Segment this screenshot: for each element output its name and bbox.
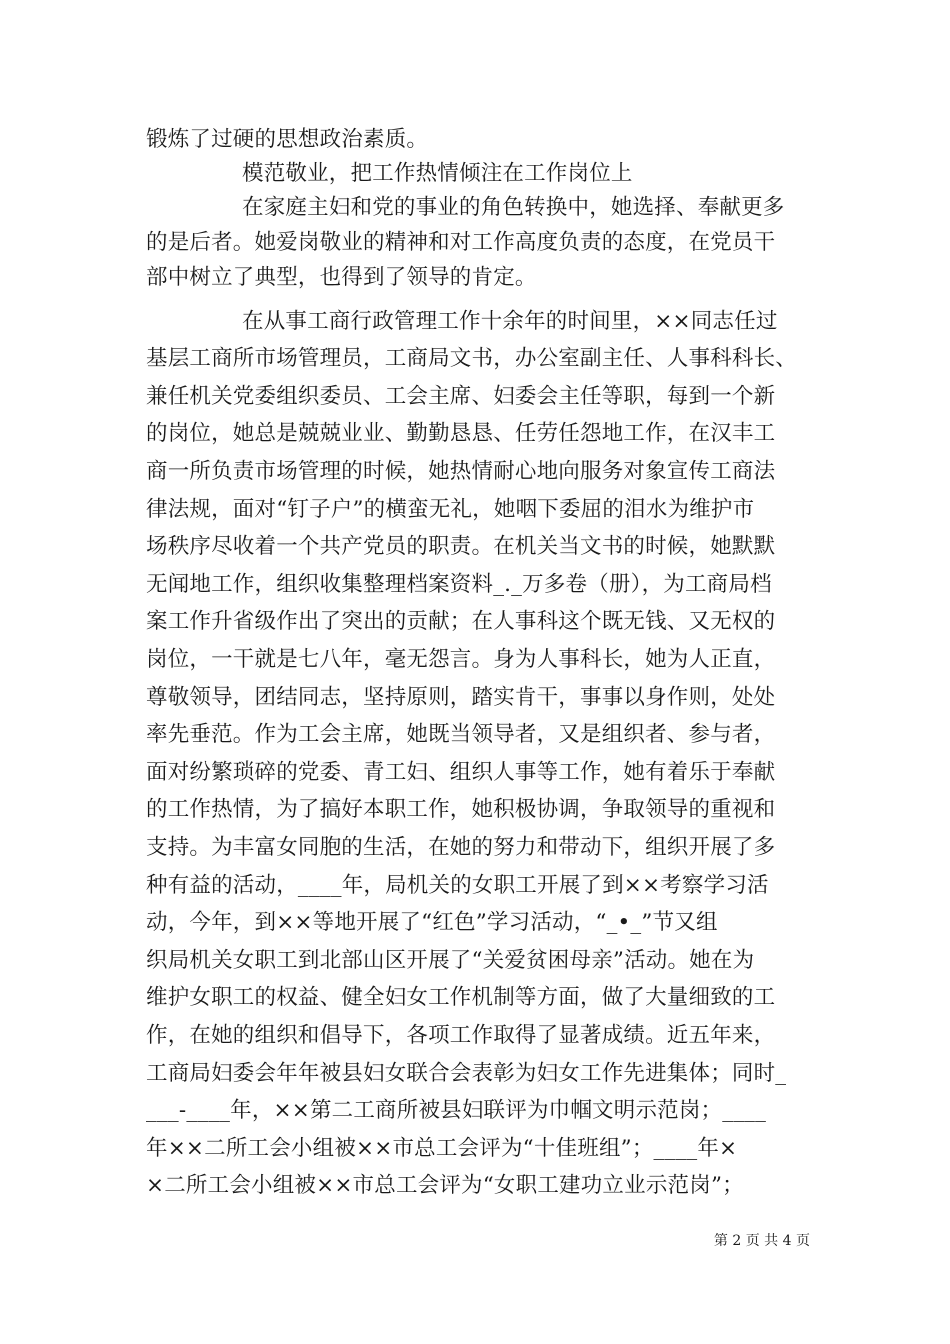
- text-line: 工商局妇委会年年被县妇女联合会表彰为妇女工作先进集体；同时_: [146, 1061, 787, 1086]
- text-line: 面对纷繁琐碎的党委、青工妇、组织人事等工作，她有着乐于奉献: [146, 760, 776, 785]
- text-line: 锻炼了过硬的思想政治素质。: [146, 127, 429, 152]
- text-line: 尊敬领导，团结同志，坚持原则，踏实肯干，事事以身作则，处处: [146, 685, 776, 710]
- text-line: 的岗位，她总是兢兢业业、勤勤恳恳、任劳任怨地工作，在汉丰工: [146, 421, 776, 446]
- text-line: 无闻地工作，组织收集整理档案资料_._万多卷（册），为工商局档: [146, 572, 772, 597]
- text-line: 织局机关女职工到北部山区开展了“关爱贫困母亲”活动。她在为: [146, 948, 755, 973]
- text-line: 案工作升省级作出了突出的贡献；在人事科这个既无钱、又无权的: [146, 609, 776, 634]
- text-line: 维护女职工的权益、健全妇女工作机制等方面，做了大量细致的工: [146, 985, 776, 1010]
- text-line: 率先垂范。作为工会主席，她既当领导者，又是组织者、参与者，: [146, 722, 776, 747]
- text-line: 基层工商所市场管理员，工商局文书，办公室副主任、人事科科长、: [146, 346, 798, 371]
- text-line: 的是后者。她爱岗敬业的精神和对工作高度负责的态度，在党员干: [146, 230, 776, 255]
- text-line: ×二所工会小组被××市总工会评为“女职工建功立业示范岗”；: [146, 1173, 744, 1198]
- text-line: 场秩序尽收着一个共产党员的职责。在机关当文书的时候，她默默: [146, 534, 776, 559]
- text-line: 种有益的活动，____年，局机关的女职工开展了到××考察学习活: [146, 873, 769, 898]
- text-line: 兼任机关党委组织委员、工会主席、妇委会主任等职，每到一个新: [146, 384, 776, 409]
- section-heading: 模范敬业，把工作热情倾注在工作岗位上: [242, 161, 633, 186]
- text-line: ___-____年，××第二工商所被县妇联评为巾帼文明示范岗；____: [146, 1098, 767, 1123]
- text-line: 在从事工商行政管理工作十余年的时间里，××同志任过: [242, 309, 778, 334]
- text-line: 商一所负责市场管理的时候，她热情耐心地向服务对象宣传工商法: [146, 459, 776, 484]
- text-line: 作，在她的组织和倡导下，各项工作取得了显著成绩。近五年来，: [146, 1023, 776, 1048]
- page-number: 第 2 页 共 4 页: [713, 1233, 810, 1249]
- text-line: 部中树立了典型，也得到了领导的肯定。: [146, 265, 537, 290]
- text-line: 支持。为丰富女同胞的生活，在她的努力和带动下，组织开展了多: [146, 835, 776, 860]
- text-line: 岗位，一干就是七八年，毫无怨言。身为人事科长，她为人正直，: [146, 647, 776, 672]
- text-line: 在家庭主妇和党的事业的角色转换中，她选择、奉献更多: [242, 195, 785, 220]
- text-line: 律法规，面对“钉子户”的横蛮无礼，她咽下委屈的泪水为维护市: [146, 497, 755, 522]
- text-line: 年××二所工会小组被××市总工会评为“十佳班组”；____年×: [146, 1136, 738, 1161]
- text-line: 动，今年，到××等地开展了“红色”学习活动，“_•_”节又组: [146, 910, 718, 935]
- text-line: 的工作热情，为了搞好本职工作，她积极协调，争取领导的重视和: [146, 797, 776, 822]
